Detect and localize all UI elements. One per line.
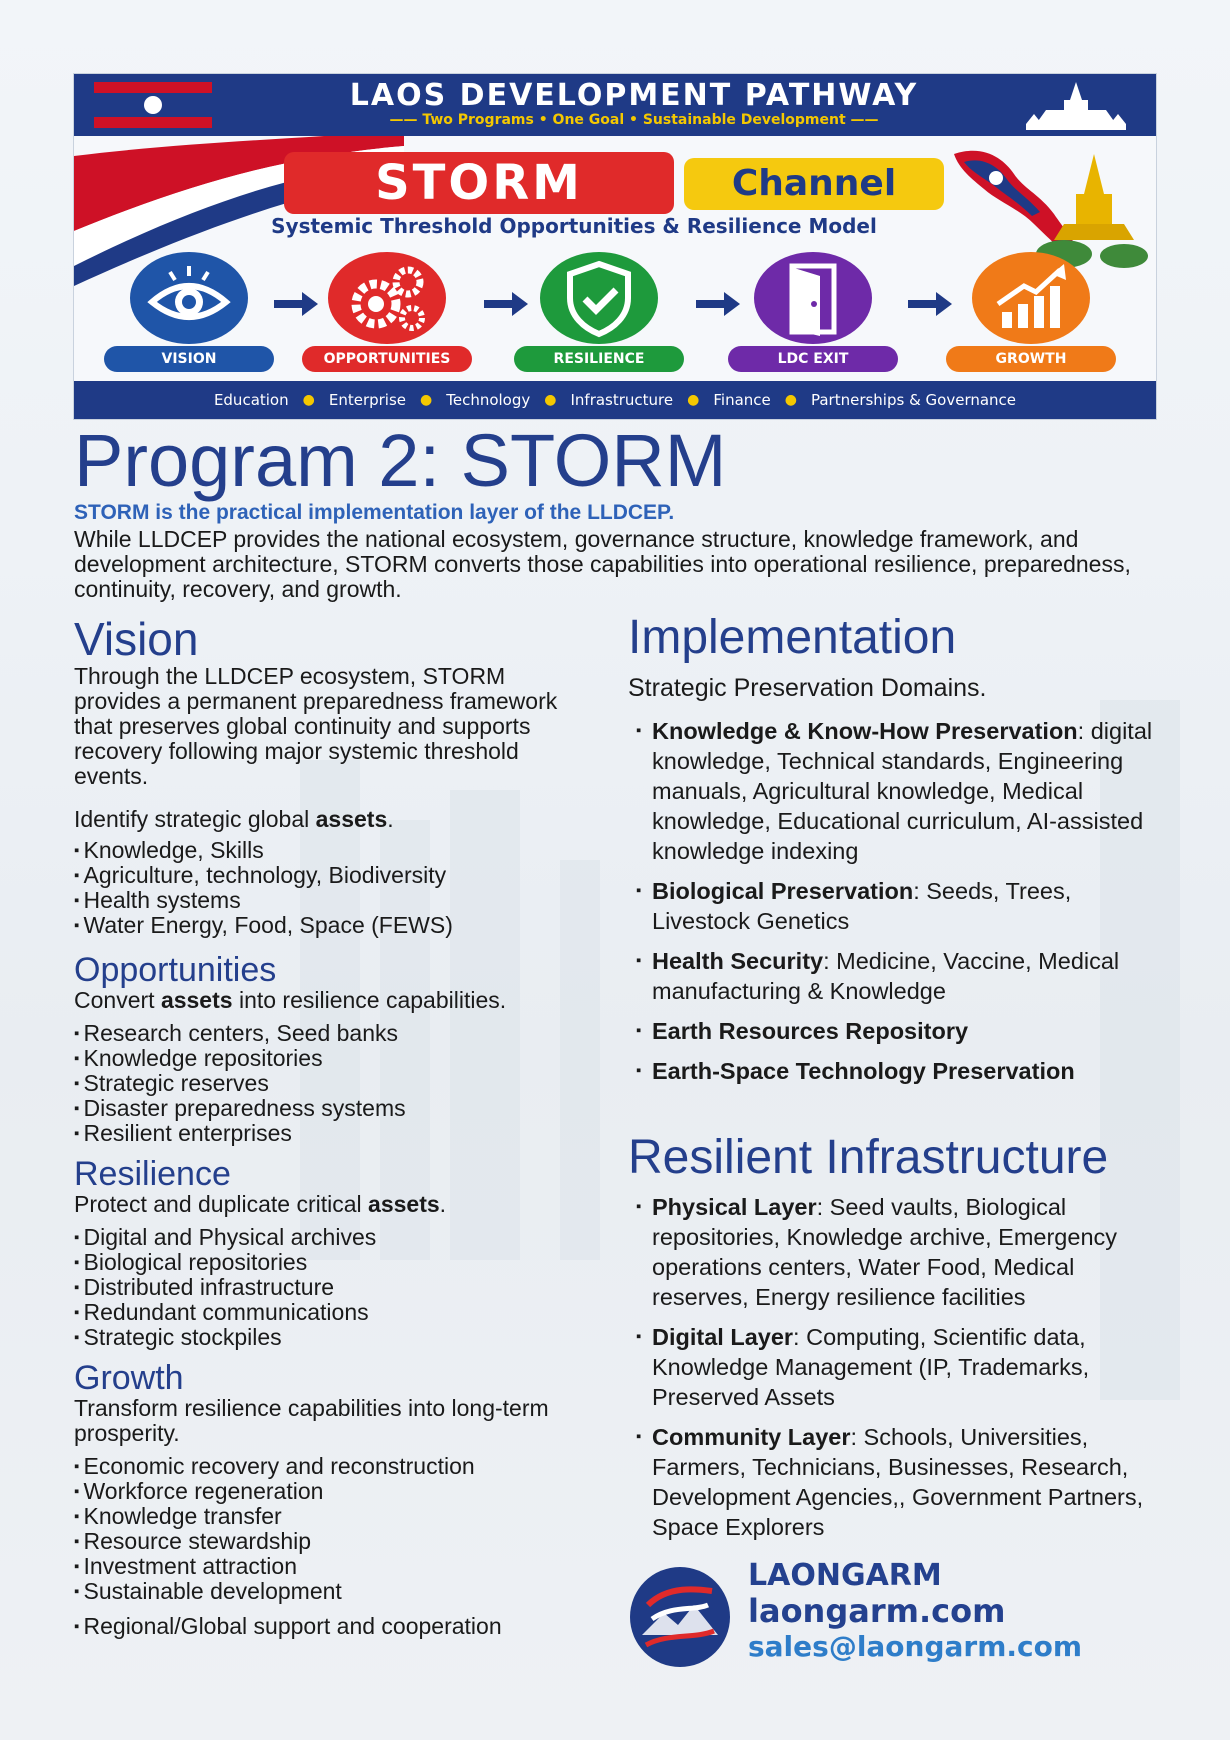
dot-separator-icon: ● <box>420 392 433 408</box>
temple-icon <box>1006 80 1146 134</box>
implementation-section <box>628 612 1168 1096</box>
list-item: ▪ Resilient enterprises <box>74 1121 594 1146</box>
list-item: ▪ Health systems <box>74 888 594 913</box>
dot-separator-icon: ● <box>544 392 557 408</box>
opportunities-intro: Convert assets into resilience capabilities. <box>74 987 507 1013</box>
list-item: ▪ Digital and Physical archives <box>74 1225 594 1250</box>
banner-top-strip <box>74 74 1156 136</box>
list-item: ▪ Digital Layer: Computing, Scientific data, Knowledge Management (IP, Trademarks, Preserved Assets <box>628 1322 1168 1412</box>
vision-identify: Identify strategic global assets. <box>74 806 394 832</box>
list-item: ▪ Economic recovery and reconstruction <box>74 1454 594 1479</box>
resilience-section <box>74 1156 594 1350</box>
dot-separator-icon: ● <box>302 392 315 408</box>
resilience-intro: Protect and duplicate critical assets. <box>74 1191 447 1217</box>
step-label: GROWTH <box>946 346 1116 372</box>
implementation-heading: Implementation <box>628 611 957 664</box>
list-item: ▪ Knowledge, Skills <box>74 838 594 863</box>
header-banner <box>74 74 1156 419</box>
vision-list <box>74 838 594 938</box>
shield-check-icon <box>540 252 658 344</box>
growth-section <box>74 1360 594 1639</box>
door-icon <box>754 252 872 344</box>
list-item: ▪ Knowledge repositories <box>74 1046 594 1071</box>
dot-separator-icon: ● <box>687 392 700 408</box>
step-resilience <box>514 252 684 372</box>
list-item: ▪ Resource stewardship <box>74 1529 594 1554</box>
list-item: ▪ Distributed infrastructure <box>74 1275 594 1300</box>
channel-logo-box: Channel <box>684 158 944 210</box>
infrastructure-list <box>628 1192 1168 1542</box>
list-item: ▪ Workforce regeneration <box>74 1479 594 1504</box>
opportunities-section <box>74 952 594 1146</box>
step-label: RESILIENCE <box>514 346 684 372</box>
growth-intro: Transform resilience capabilities into long-term prosperity. <box>74 1395 549 1446</box>
list-item: ▪ Investment attraction <box>74 1554 594 1579</box>
pillar-item: Education <box>213 391 289 409</box>
list-item: ▪ Research centers, Seed banks <box>74 1021 594 1046</box>
list-item: ▪ Biological Preservation: Seeds, Trees, Livestock Genetics <box>628 876 1168 936</box>
growth-heading: Growth <box>74 1359 184 1397</box>
list-item: ▪ Health Security: Medicine, Vaccine, Medical manufacturing & Knowledge <box>628 946 1168 1006</box>
growth-circle <box>972 252 1090 344</box>
opportunities-list <box>74 1021 594 1146</box>
infrastructure-heading: Resilient Infrastructure <box>628 1131 1109 1184</box>
resilience-circle <box>540 252 658 344</box>
step-ldc-exit <box>728 252 898 372</box>
list-item: ▪ Earth Resources Repository <box>628 1016 1168 1046</box>
implementation-list <box>628 716 1168 1086</box>
list-item: ▪ Water Energy, Food, Space (FEWS) <box>74 913 594 938</box>
intro-body: While LLDCEP provides the national ecosystem, governance structure, knowledge framework, and development architecture, STORM converts those capabilities into operational resilience, preparedness, continuity, recovery, and growth. <box>74 526 1131 602</box>
list-item: ▪ Disaster preparedness systems <box>74 1096 594 1121</box>
ldc-exit-circle <box>754 252 872 344</box>
vision-section <box>74 613 594 938</box>
list-item: ▪ Strategic stockpiles <box>74 1325 594 1350</box>
laos-flag-icon <box>94 82 212 128</box>
resilience-heading: Resilience <box>74 1155 231 1193</box>
list-item: ▪ Strategic reserves <box>74 1071 594 1096</box>
list-item: ▪ Community Layer: Schools, Universities, Farmers, Technicians, Businesses, Research, Development Agencies,, Government Partners, Space Explorers <box>628 1422 1168 1542</box>
pillar-item: Enterprise <box>328 391 407 409</box>
vision-circle <box>130 252 248 344</box>
list-item: ▪ Agriculture, technology, Biodiversity <box>74 863 594 888</box>
step-label: LDC EXIT <box>728 346 898 372</box>
pillar-item: Finance <box>713 391 771 409</box>
list-item: ▪ Physical Layer: Seed vaults, Biological repositories, Knowledge archive, Emergency operations centers, Water Food, Medical reserves, Energy resilience facilities <box>628 1192 1168 1312</box>
list-item: ▪ Biological repositories <box>74 1250 594 1275</box>
opportunities-heading: Opportunities <box>74 951 277 989</box>
opportunities-circle <box>328 252 446 344</box>
website-link[interactable]: laongarm.com <box>748 1592 1006 1630</box>
list-item: ▪ Regional/Global support and cooperation <box>74 1614 594 1639</box>
list-item: ▪ Earth-Space Technology Preservation <box>628 1056 1168 1086</box>
brand-name: LAONGARM <box>748 1558 942 1593</box>
pillar-item: Technology <box>446 391 531 409</box>
page-title: Program 2: STORM <box>74 419 727 502</box>
pillar-item: Infrastructure <box>570 391 674 409</box>
step-opportunities <box>302 252 472 372</box>
step-growth <box>946 252 1116 372</box>
vision-text: Through the LLDCEP ecosystem, STORM provides a permanent preparedness framework that preserves global continuity and supports recovery following major systemic threshold events. <box>74 663 558 789</box>
implementation-subheading: Strategic Preservation Domains. <box>628 674 987 702</box>
dot-separator-icon: ● <box>784 392 797 408</box>
growth-list <box>74 1454 594 1639</box>
resilience-list <box>74 1225 594 1350</box>
list-item: ▪ Knowledge transfer <box>74 1504 594 1529</box>
list-item: ▪ Knowledge & Know-How Preservation: digital knowledge, Technical standards, Engineering manuals, Agricultural knowledge, Medical knowledge, Educational curriculum, AI-assisted knowledge indexing <box>628 716 1168 866</box>
gears-icon <box>328 252 446 344</box>
banner-title: LAOS DEVELOPMENT PATHWAY <box>349 78 919 113</box>
step-label: OPPORTUNITIES <box>302 346 472 372</box>
infrastructure-section <box>628 1132 1168 1552</box>
storm-logo-box: STORM <box>284 152 674 214</box>
intro-lead: STORM is the practical implementation layer of the LLDCEP. <box>74 501 675 524</box>
laongarm-logo-icon <box>628 1565 732 1669</box>
vision-heading: Vision <box>74 613 199 665</box>
list-item: ▪ Redundant communications <box>74 1300 594 1325</box>
list-item: ▪ Sustainable development <box>74 1579 594 1604</box>
step-label: VISION <box>104 346 274 372</box>
email-link[interactable]: sales@laongarm.com <box>748 1630 1083 1663</box>
banner-subtitle: —— Two Programs • One Goal • Sustainable Development —— <box>389 112 879 128</box>
pillar-item: Partnerships & Governance <box>810 391 1017 409</box>
model-name: Systemic Threshold Opportunities & Resilience Model <box>271 214 877 238</box>
pillars-strip <box>74 381 1156 419</box>
growth-chart-icon <box>972 252 1090 344</box>
eye-icon <box>130 252 248 344</box>
step-vision <box>104 252 274 372</box>
